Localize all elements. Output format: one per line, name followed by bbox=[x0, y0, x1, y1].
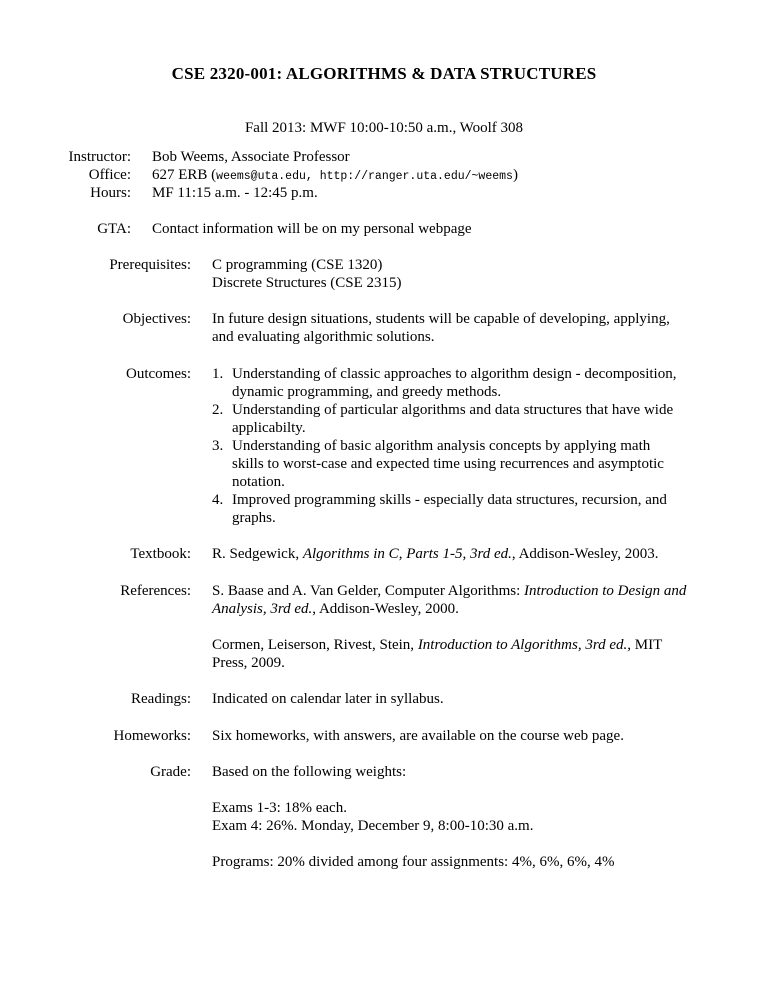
readings-value: Indicated on calendar later in syllabus. bbox=[212, 691, 444, 707]
outcome-text-line: Understanding of particular algorithms and data structures that have wide bbox=[232, 402, 674, 418]
references-label: References: bbox=[120, 583, 191, 599]
outcome-text-line: dynamic programming, and greedy methods. bbox=[232, 384, 502, 400]
prerequisite-item: Discrete Structures (CSE 2315) bbox=[212, 275, 402, 291]
reference-1-title: Introduction to Design and bbox=[524, 583, 687, 599]
outcome-text-line: Understanding of basic algorithm analysis concepts by applying math bbox=[232, 438, 651, 454]
office-room: 627 ERB ( bbox=[152, 167, 217, 183]
reference-1-title-cont: Analysis, 3rd ed. bbox=[212, 601, 313, 617]
grade-intro: Based on the following weights: bbox=[212, 764, 407, 780]
office-homepage-link[interactable]: http://ranger.uta.edu/~weems bbox=[319, 170, 513, 183]
objectives-text-line: and evaluating algorithmic solutions. bbox=[212, 329, 435, 345]
hours-label: Hours: bbox=[90, 185, 131, 201]
reference-1-line bbox=[212, 600, 459, 618]
reference-2-line bbox=[212, 636, 662, 654]
reference-2-line: Press, 2009. bbox=[212, 655, 285, 671]
reference-2-authors: Cormen, Leiserson, Rivest, Stein, bbox=[212, 637, 418, 653]
outcome-number: 3. bbox=[212, 438, 224, 454]
document-title: CSE 2320-001: ALGORITHMS & DATA STRUCTURES bbox=[171, 64, 597, 83]
textbook-citation bbox=[212, 545, 658, 563]
outcome-number: 1. bbox=[212, 366, 224, 382]
outcomes-label: Outcomes: bbox=[126, 366, 191, 382]
grade-exam-4: Exam 4: 26%. Monday, December 9, 8:00-10:30 a.m. bbox=[212, 818, 534, 834]
outcome-text-line: Understanding of classic approaches to algorithm design - decomposition, bbox=[232, 366, 677, 382]
reference-1-publisher: , Addison-Wesley, 2000. bbox=[312, 601, 459, 617]
textbook-title: Algorithms in C bbox=[302, 546, 399, 562]
objectives-text-line: In future design situations, students will be capable of developing, applying, bbox=[212, 311, 670, 327]
textbook-edition: Parts 1-5, 3rd ed. bbox=[406, 546, 512, 562]
prerequisites-label: Prerequisites: bbox=[109, 257, 191, 273]
office-value bbox=[152, 166, 518, 186]
homeworks-label: Homeworks: bbox=[113, 728, 191, 744]
office-separator: , bbox=[305, 170, 320, 183]
outcome-text-line: notation. bbox=[232, 474, 285, 490]
instructor-value: Bob Weems, Associate Professor bbox=[152, 149, 350, 165]
prerequisite-item: C programming (CSE 1320) bbox=[212, 257, 383, 273]
readings-label: Readings: bbox=[131, 691, 191, 707]
homeworks-value: Six homeworks, with answers, are available on the course web page. bbox=[212, 728, 624, 744]
reference-1-line bbox=[212, 582, 686, 600]
outcome-text-line: skills to worst-case and expected time using recurrences and asymptotic bbox=[232, 456, 664, 472]
office-email[interactable]: weems@uta.edu bbox=[216, 170, 306, 183]
hours-value: MF 11:15 a.m. - 12:45 p.m. bbox=[152, 185, 318, 201]
outcome-number: 4. bbox=[212, 492, 224, 508]
gta-value: Contact information will be on my personal webpage bbox=[152, 221, 472, 237]
reference-2-title: Introduction to Algorithms, 3rd ed., bbox=[417, 637, 632, 653]
outcome-text-line: graphs. bbox=[232, 510, 276, 526]
grade-label: Grade: bbox=[150, 764, 191, 780]
outcome-text-line: applicabilty. bbox=[232, 420, 306, 436]
office-label: Office: bbox=[88, 167, 131, 183]
term-schedule: Fall 2013: MWF 10:00-10:50 a.m., Woolf 308 bbox=[244, 120, 524, 136]
instructor-label: Instructor: bbox=[68, 149, 131, 165]
outcome-number: 2. bbox=[212, 402, 224, 418]
grade-programs: Programs: 20% divided among four assignments: 4%, 6%, 6%, 4% bbox=[212, 854, 615, 870]
textbook-label: Textbook: bbox=[130, 546, 191, 562]
grade-exams-1-3: Exams 1-3: 18% each. bbox=[212, 800, 347, 816]
textbook-separator: , bbox=[398, 546, 407, 562]
gta-label: GTA: bbox=[97, 221, 131, 237]
reference-1-authors: S. Baase and A. Van Gelder, Computer Algorithms: bbox=[212, 583, 525, 599]
textbook-publisher: , Addison-Wesley, 2003. bbox=[511, 546, 659, 562]
textbook-author: R. Sedgewick, bbox=[212, 546, 303, 562]
office-close-paren: ) bbox=[512, 167, 518, 183]
outcome-text-line: Improved programming skills - especially data structures, recursion, and bbox=[232, 492, 667, 508]
objectives-label: Objectives: bbox=[122, 311, 191, 327]
reference-2-publisher: MIT bbox=[631, 637, 663, 653]
